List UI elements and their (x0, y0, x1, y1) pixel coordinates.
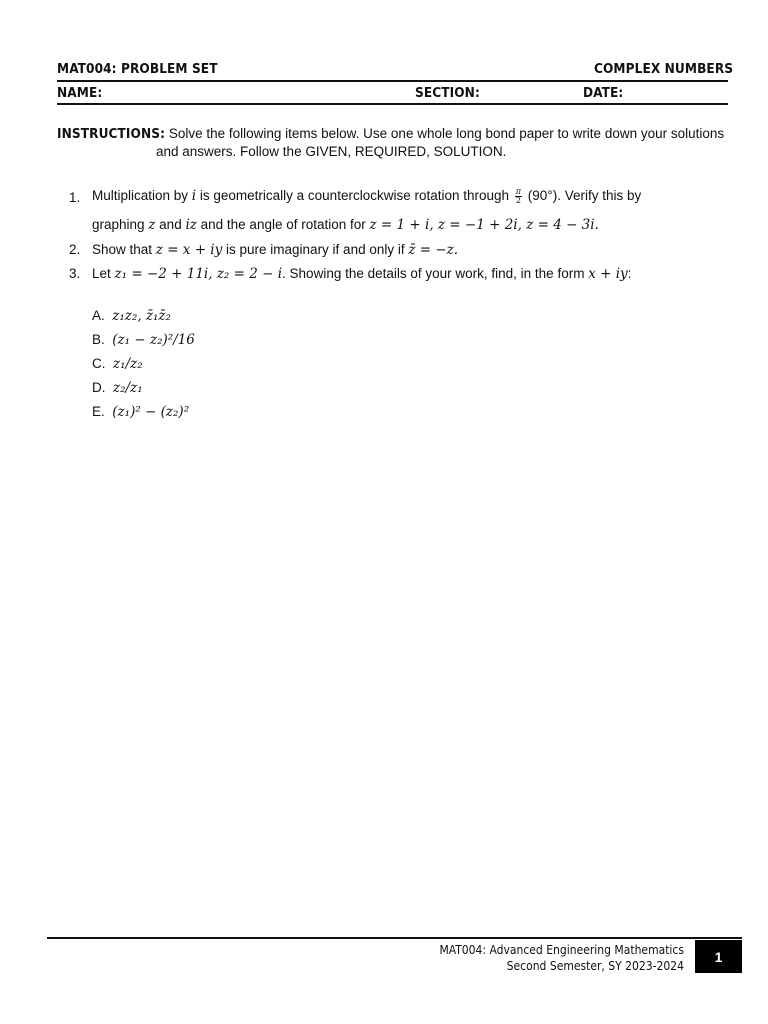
fraction-numerator: π (515, 186, 522, 196)
sub-item-c-letter: C. (92, 356, 106, 371)
footer-rule (47, 937, 742, 939)
item-3-text-a: Let (92, 266, 115, 281)
date-label: DATE: (583, 85, 624, 101)
item-1-line-1 (92, 187, 641, 205)
course-title: MAT004: PROBLEM SET (57, 61, 218, 77)
item-1-text-f: and the angle of rotation for (196, 217, 370, 232)
item-1-math-z: z (148, 217, 156, 233)
sub-item-a (92, 307, 171, 325)
item-1-text-d: graphing (92, 217, 149, 232)
item-2-line (92, 241, 458, 259)
item-1-math-i: i (191, 188, 197, 204)
instructions-line-1: Solve the following items below. Use one whole long bond paper to write down your solutions (168, 126, 725, 141)
item-1-text-e: and (155, 217, 186, 232)
item-1-text-b: is geometrically a counterclockwise rotation through (196, 188, 513, 203)
item-3-math-b: x + iy (588, 266, 628, 282)
sub-item-b-letter: B. (92, 332, 105, 347)
sub-item-a-letter: A. (92, 308, 105, 323)
item-1-line-2 (92, 216, 599, 234)
item-2-text-a: Show that (92, 242, 156, 257)
name-label: NAME: (57, 85, 103, 101)
fraction-denominator: 2 (515, 195, 521, 205)
sub-item-c-expr: z₁/z₂ (113, 356, 143, 372)
section-label: SECTION: (415, 85, 480, 101)
instructions-line-2: and answers. Follow the GIVEN, REQUIRED, SOLUTION. (156, 144, 507, 159)
item-1-number: 1. (69, 190, 81, 205)
sub-item-b-expr: (z₁ − z₂)²/16 (112, 332, 195, 348)
sub-item-b (92, 331, 195, 349)
item-3-number: 3. (69, 266, 81, 281)
item-3-text-c: : (627, 266, 632, 281)
topic-title: COMPLEX NUMBERS (594, 61, 734, 77)
sub-item-c (92, 355, 143, 373)
sub-item-e-letter: E. (92, 404, 105, 419)
item-2-math-b: z̄ = −z. (408, 242, 459, 258)
item-3-math-a: z₁ = −2 + 11i, z₂ = 2 − i (114, 266, 283, 282)
item-1-text-a: Multiplication by (92, 188, 192, 203)
instructions (57, 125, 737, 143)
item-1-fraction (515, 188, 522, 205)
item-2-text-b: is pure imaginary if and only if (222, 242, 409, 257)
item-1-math-iz: iz (185, 217, 197, 233)
footer-semester: Second Semester, SY 2023-2024 (506, 959, 684, 973)
footer-course: MAT004: Advanced Engineering Mathematics (439, 943, 684, 957)
sub-item-e (92, 403, 189, 421)
item-1-math-list: z = 1 + i, z = −1 + 2i, z = 4 − 3i. (369, 217, 599, 233)
sub-item-a-expr: z₁z₂, z̄₁z̄₂ (112, 308, 171, 324)
item-1-text-c: (90°). Verify this by (524, 188, 642, 203)
instructions-label: INSTRUCTIONS: (57, 126, 166, 142)
item-3-text-b: . Showing the details of your work, find, in the form (282, 266, 589, 281)
item-2-number: 2. (69, 242, 81, 257)
header-rule-top (57, 80, 728, 82)
header-rule-bottom (57, 103, 728, 105)
item-3-line (92, 265, 631, 283)
footer-text (400, 942, 684, 974)
page-number: 1 (695, 940, 742, 973)
item-2-math-a: z = x + iy (155, 242, 223, 258)
sub-item-d-expr: z₂/z₁ (113, 380, 143, 396)
sub-item-e-expr: (z₁)² − (z₂)² (112, 404, 190, 420)
sub-item-d-letter: D. (92, 380, 106, 395)
sub-item-d (92, 379, 143, 397)
